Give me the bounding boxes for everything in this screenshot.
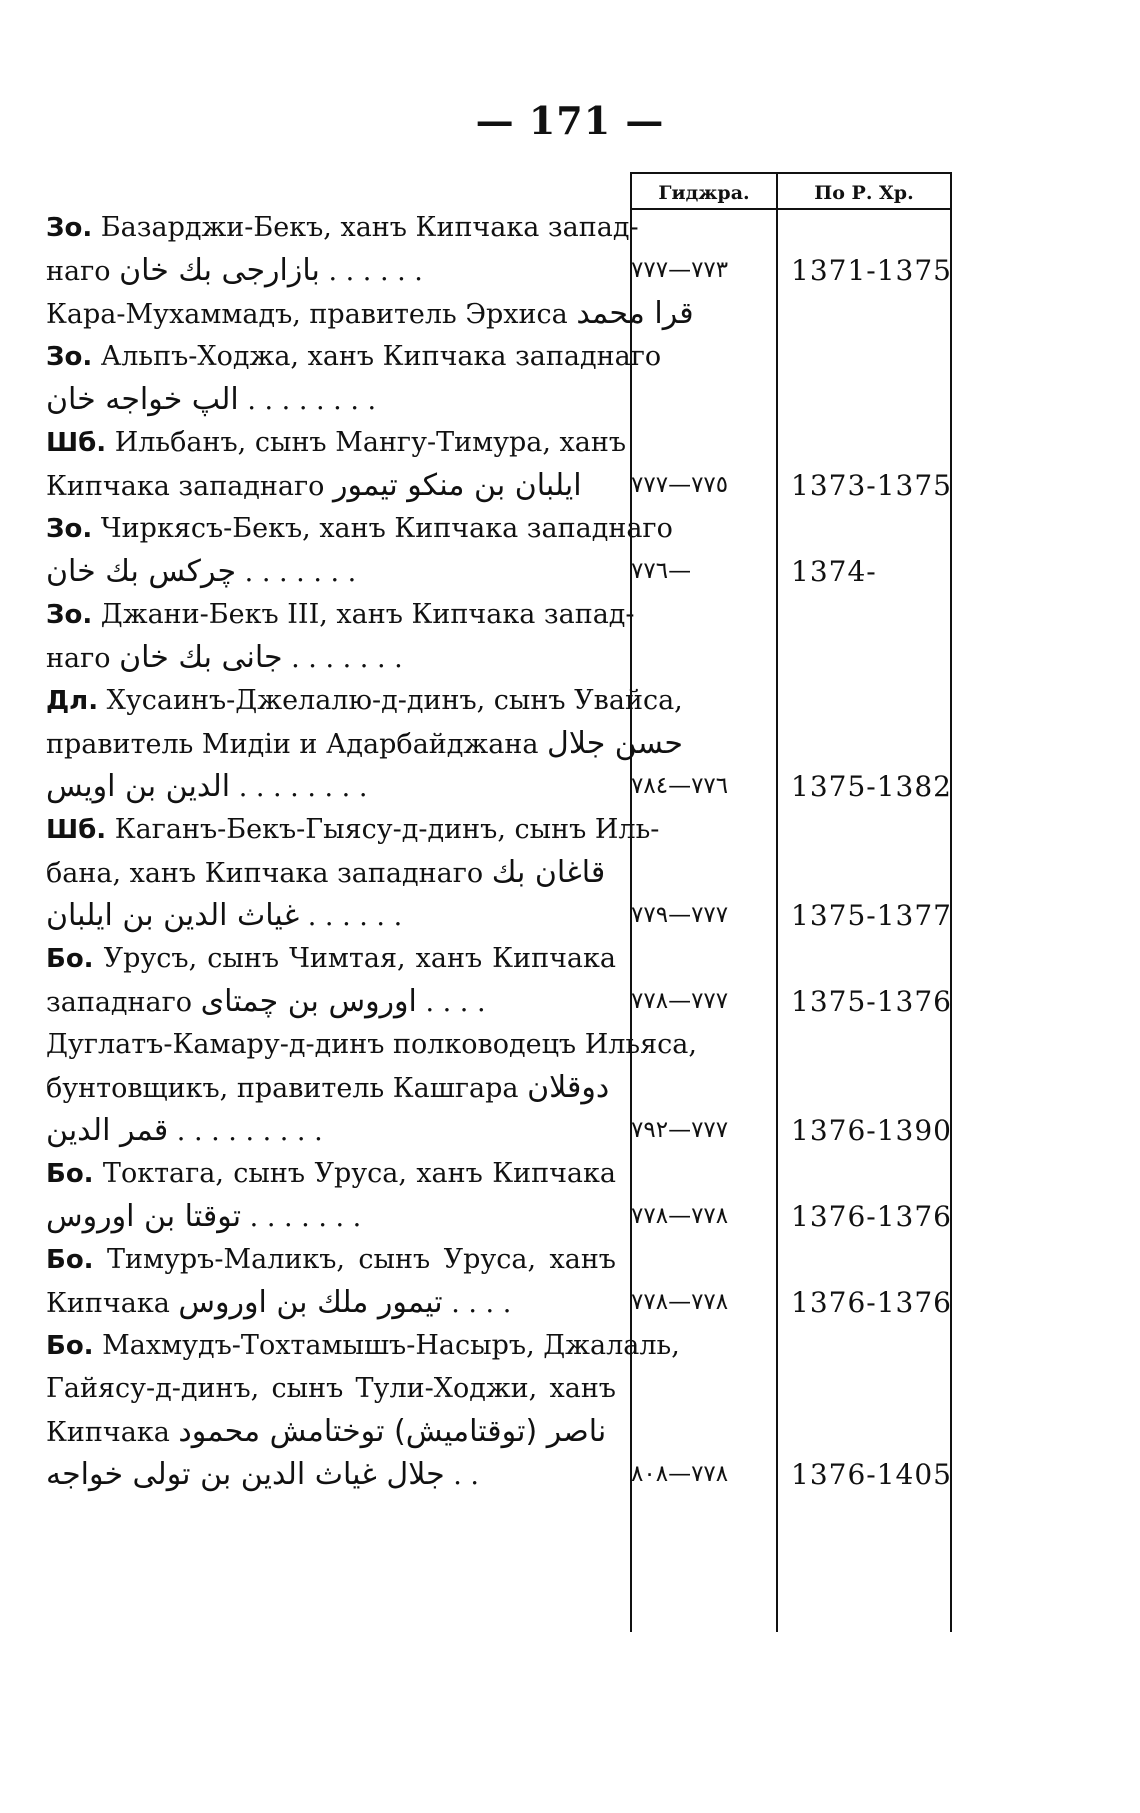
entry-text: Дуглатъ-Камару-д-динъ полководецъ Ильяса, <box>46 1029 697 1060</box>
ruler-entry <box>46 808 952 937</box>
ruler-entry <box>46 292 694 335</box>
entry-line <box>46 1195 952 1238</box>
ruler-entry <box>46 1324 952 1496</box>
entry-text: Махмудъ-Тохтамышъ-Насыръ, Джалаль, <box>93 1330 680 1361</box>
ad-years: 1376-1390 <box>791 1114 952 1147</box>
entry-line <box>46 421 627 464</box>
arabic-name: تیمور ملك بن اوروس <box>178 1285 443 1320</box>
entry-line <box>46 808 660 851</box>
arabic-name: ایلبان بن منکو تیمور <box>333 468 582 503</box>
ad-years: 1375-1382 <box>791 770 952 803</box>
ruler-entry <box>46 421 952 507</box>
ad-years: 1376-1376 <box>791 1286 952 1319</box>
dynasty-abbrev: Шб. <box>46 428 107 458</box>
ruler-entry <box>46 1238 952 1324</box>
ad-years: 1375-1376 <box>791 985 952 1018</box>
dot-leader: . . <box>453 1460 479 1491</box>
entry-text: правитель Мидіи и Адарбайджана <box>46 729 548 760</box>
entry-line <box>46 851 616 894</box>
arabic-name: قرا محمد <box>576 296 694 331</box>
hijra-years: ٧٧٧—٧٧٨ <box>631 988 729 1014</box>
arabic-name: جلال غیاث الدین بن تولی خواجه <box>46 1457 445 1492</box>
entry-text: Ильбанъ, сынъ Мангу-Тимура, ханъ <box>106 427 627 458</box>
ad-column-header: По Р. Хр. <box>814 182 914 204</box>
entry-line <box>46 507 673 550</box>
dot-leader: . . . . . . <box>328 256 423 287</box>
table-top-rule <box>630 172 950 174</box>
entry-line <box>46 1152 616 1195</box>
dynasty-abbrev: Зо. <box>46 342 93 372</box>
dynasty-abbrev: Бо. <box>46 1331 94 1361</box>
hijra-years: ٧٧٨—٧٧٨ <box>631 1289 729 1315</box>
entry-line <box>46 593 635 636</box>
entry-text: Токтага, сынъ Уруса, ханъ Кипчака <box>93 1158 616 1189</box>
arabic-name: غیاث الدین بن ایلبان <box>46 898 300 933</box>
entry-line <box>46 464 952 507</box>
ruler-entry <box>46 1152 952 1238</box>
entry-text: Каганъ-Бекъ-Гыясу-д-динъ, сынъ Иль- <box>106 814 660 845</box>
arabic-name: قاغان بك <box>491 855 606 890</box>
arabic-name: حسن جلال <box>547 726 683 761</box>
entry-line <box>46 292 694 335</box>
arabic-name: جانی بك خان <box>119 640 283 675</box>
entry-line <box>46 335 662 378</box>
dynasty-abbrev: Бо. <box>46 1159 94 1189</box>
hijra-years: ٧٧٨—٧٧٨ <box>631 1203 729 1229</box>
ad-years: 1376-1405 <box>791 1458 952 1491</box>
entry-line <box>46 894 952 937</box>
ad-years: 1375-1377 <box>791 899 952 932</box>
dynasty-abbrev: Зо. <box>46 600 93 630</box>
entry-text: Урусъ, сынъ Чимтая, ханъ Кипчака <box>93 943 616 974</box>
ad-years: 1373-1375 <box>791 469 952 502</box>
entry-line <box>46 1238 616 1281</box>
entry-line <box>46 378 616 421</box>
ruler-entry <box>46 1023 952 1152</box>
dot-leader: . . . . . . . . <box>238 772 368 803</box>
ad-years: 1371-1375 <box>791 254 952 287</box>
header-bottom-rule <box>630 208 950 210</box>
entry-text: Кипчака <box>46 1417 179 1448</box>
dynasty-abbrev: Бо. <box>46 944 94 974</box>
entry-line <box>46 636 616 679</box>
arabic-name: الدین بن اویس <box>46 769 231 804</box>
hijra-years: ٧٧٨—٨٠٨ <box>631 1461 729 1487</box>
hijra-years: ٧٧٦—٧٨٤ <box>631 773 729 799</box>
entry-line <box>46 1367 616 1410</box>
arabic-name: توقتا بن اوروس <box>46 1199 242 1234</box>
entry-line <box>46 722 683 765</box>
hijra-years: ٧٧٧—٧٧٩ <box>631 902 729 928</box>
entry-line <box>46 206 639 249</box>
page-number: — 171 — <box>475 98 665 143</box>
arabic-name: اوروس بن چمتای <box>200 984 417 1019</box>
entry-text: Кипчака западнаго <box>46 471 334 502</box>
entry-text: наго <box>46 256 120 287</box>
ruler-entry <box>46 335 662 421</box>
entry-text: бана, ханъ Кипчака западнаго <box>46 858 492 889</box>
ad-years: 1376-1376 <box>791 1200 952 1233</box>
entry-text: западнаго <box>46 987 201 1018</box>
entry-text: бунтовщикъ, правитель Кашгара <box>46 1073 528 1104</box>
entry-line <box>46 1066 616 1109</box>
entry-line <box>46 1281 952 1324</box>
arabic-name: چرکس بك خان <box>46 554 237 589</box>
entry-line <box>46 937 616 980</box>
arabic-name: قمر الدین <box>46 1113 169 1148</box>
entry-text: Тимуръ-Маликъ, сынъ Уруса, ханъ <box>93 1244 616 1275</box>
ruler-entry <box>46 679 952 808</box>
entry-line <box>46 1410 616 1453</box>
ruler-entry <box>46 507 877 593</box>
dot-leader: . . . . . . <box>307 901 403 932</box>
arabic-name: بازارجی بك خان <box>119 253 320 288</box>
entry-text: Кара-Мухаммадъ, правитель Эрхиса <box>46 299 577 330</box>
arabic-name: دوقلان <box>527 1070 610 1105</box>
entry-line <box>46 765 952 808</box>
entry-text: Альпъ-Ходжа, ханъ Кипчака западнаго <box>92 341 662 372</box>
ruler-entry <box>46 937 952 1023</box>
entry-line <box>46 249 952 292</box>
entry-text: Кипчака <box>46 1288 179 1319</box>
entry-line <box>46 980 952 1023</box>
dot-leader: . . . . <box>425 987 486 1018</box>
ruler-entry <box>46 206 952 292</box>
dynasty-abbrev: Шб. <box>46 815 107 845</box>
entry-text: Базарджи-Бекъ, ханъ Кипчака запад- <box>92 212 639 243</box>
entry-line <box>46 1109 952 1152</box>
dot-leader: . . . . . . . . . <box>176 1116 323 1147</box>
dynasty-abbrev: Зо. <box>46 514 93 544</box>
ad-years: 1374- <box>791 555 877 588</box>
dot-leader: . . . . . . . <box>249 1202 362 1233</box>
entry-text: наго <box>46 643 120 674</box>
dynasty-abbrev: Дл. <box>46 686 99 716</box>
hijra-years: ٧٧٣—٧٧٧ <box>631 257 729 283</box>
entry-line <box>46 1023 697 1066</box>
hijra-years: ٧٧٦— <box>631 558 692 584</box>
entry-line <box>46 1453 952 1496</box>
entry-text: Гайясу-д-динъ, сынъ Тули-Ходжи, ханъ <box>46 1373 616 1404</box>
dot-leader: . . . . . . . <box>291 643 403 674</box>
entry-line <box>46 679 683 722</box>
hijra-years: ٧٧٥—٧٧٧ <box>631 472 729 498</box>
arabic-name: الپ خواجه خان <box>46 382 239 417</box>
dot-leader: . . . . . . . <box>244 557 357 588</box>
entry-line <box>46 550 877 593</box>
hijra-years: ٧٧٧—٧٩٢ <box>631 1117 729 1143</box>
entry-line <box>46 1324 680 1367</box>
entry-text: Чиркясъ-Бекъ, ханъ Кипчака западнаго <box>92 513 673 544</box>
dynasty-abbrev: Зо. <box>46 213 93 243</box>
dynasty-abbrev: Бо. <box>46 1245 94 1275</box>
dot-leader: . . . . . . . . <box>247 385 377 416</box>
entry-text: Джани-Бекъ III, ханъ Кипчака запад- <box>92 599 635 630</box>
ruler-list <box>46 206 952 1496</box>
ruler-entry <box>46 593 635 679</box>
hijra-column-header: Гиджра. <box>658 182 750 204</box>
entry-text: Хусаинъ-Джелалю-д-динъ, сынъ Увайса, <box>98 685 683 716</box>
arabic-name: ناصر (توقتامیش) توختامش محمود <box>178 1414 607 1449</box>
dot-leader: . . . . <box>451 1288 512 1319</box>
